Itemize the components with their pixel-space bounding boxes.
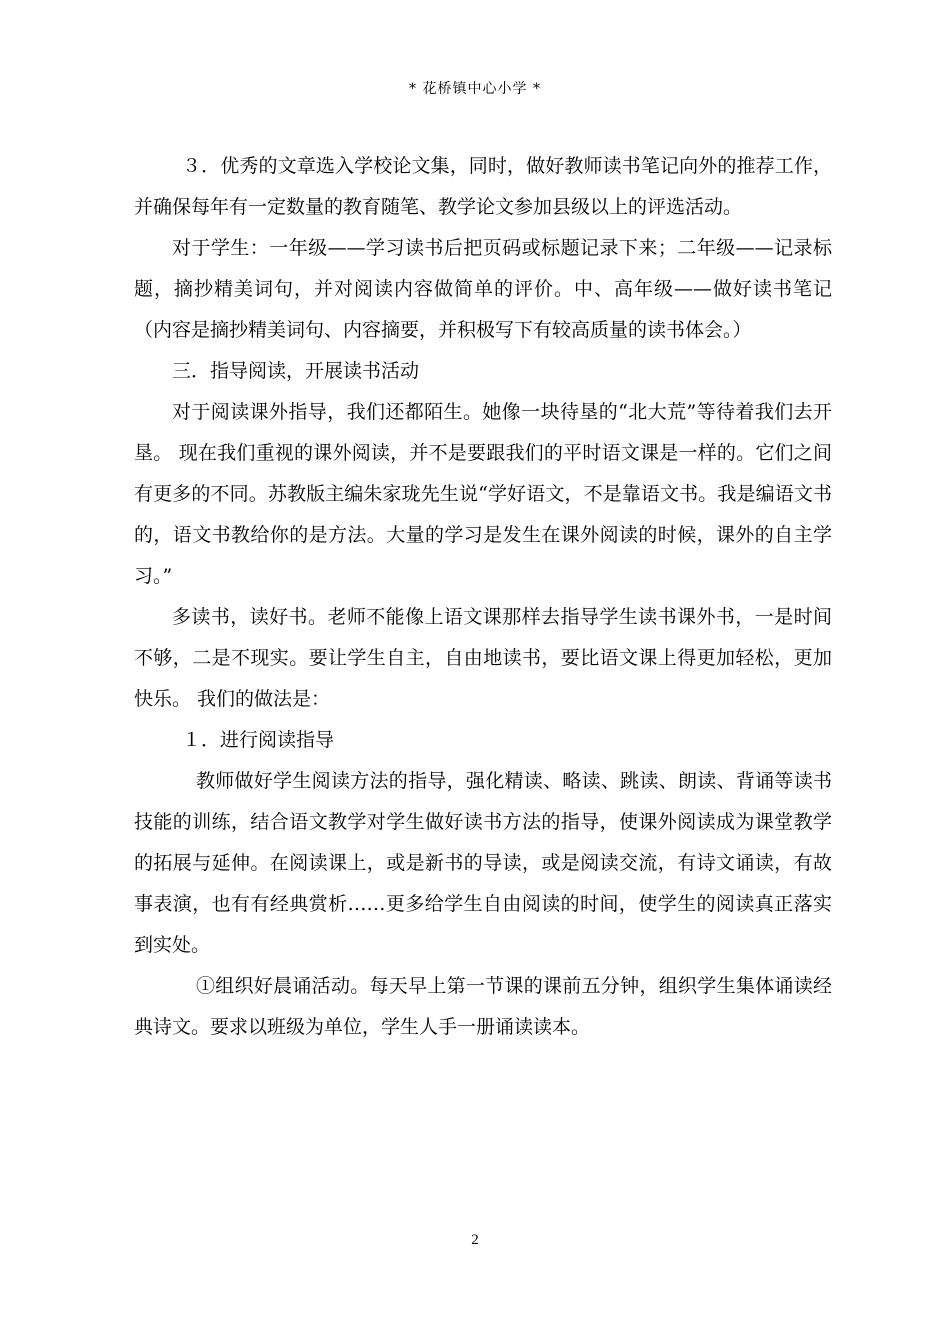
paragraph-extracurricular-reading: 对于阅读课外指导，我们还都陌生。她像一块待垦的“北大荒”等待着我们去开垦。 现在我们重视的课外阅读，并不是要跟我们的平时语文课是一样的。它们之间有更多的不同。苏教版主编朱家珑先生说“学好语文，不是靠语文书。我是编语文书的，语文书教给你的是方法。大量的学习是发生在课外阅读的时候，课外的自主学习。” xyxy=(134,401,832,587)
page-header: * 花桥镇中心小学 * xyxy=(409,81,541,97)
subheading-reading-instruction: １．进行阅读指导 xyxy=(182,729,335,751)
paragraph-morning-recitation: ①组织好晨诵活动。每天早上第一节课的课前五分钟，组织学生集体诵读经典诗文。要求以班级为单位，学生人手一册诵读读本。 xyxy=(134,975,832,1038)
body-text xyxy=(134,146,832,1048)
paragraph-teacher-guidance: 教师做好学生阅读方法的指导，强化精读、略读、跳读、朗读、背诵等读书技能的训练，结合语文教学对学生做好读书方法的指导，使课外阅读成为课堂教学的拓展与延伸。在阅读课上，或是新书的导读，或是阅读交流，有诗文诵读，有故事表演，也有有经典赏析……更多给学生自由阅读的时间，使学生的阅读真正落实到实处。 xyxy=(134,770,832,956)
paragraph-students-notes: 对于学生：一年级——学习读书后把页码或标题记录下来；二年级——记录标题，摘抄精美词句，并对阅读内容做简单的评价。中、高年级——做好读书笔记（内容是摘抄精美词句、内容摘要，并积极写下有较高质量的读书体会。） xyxy=(134,237,832,341)
section-heading-reading-guidance: 三．指导阅读，开展读书活动 xyxy=(172,360,420,382)
page-number: 2 xyxy=(471,1232,479,1248)
paragraph-read-more: 多读书，读好书。老师不能像上语文课那样去指导学生读书课外书，一是时间不够，二是不现实。要让学生自主，自由地读书，要比语文课上得更加轻松，更加快乐。 我们的做法是： xyxy=(134,606,832,710)
paragraph-recommendation: ３．优秀的文章选入学校论文集，同时，做好教师读书笔记向外的推荐工作，并确保每年有一定数量的教育随笔、教学论文参加县级以上的评选活动。 xyxy=(134,155,832,218)
